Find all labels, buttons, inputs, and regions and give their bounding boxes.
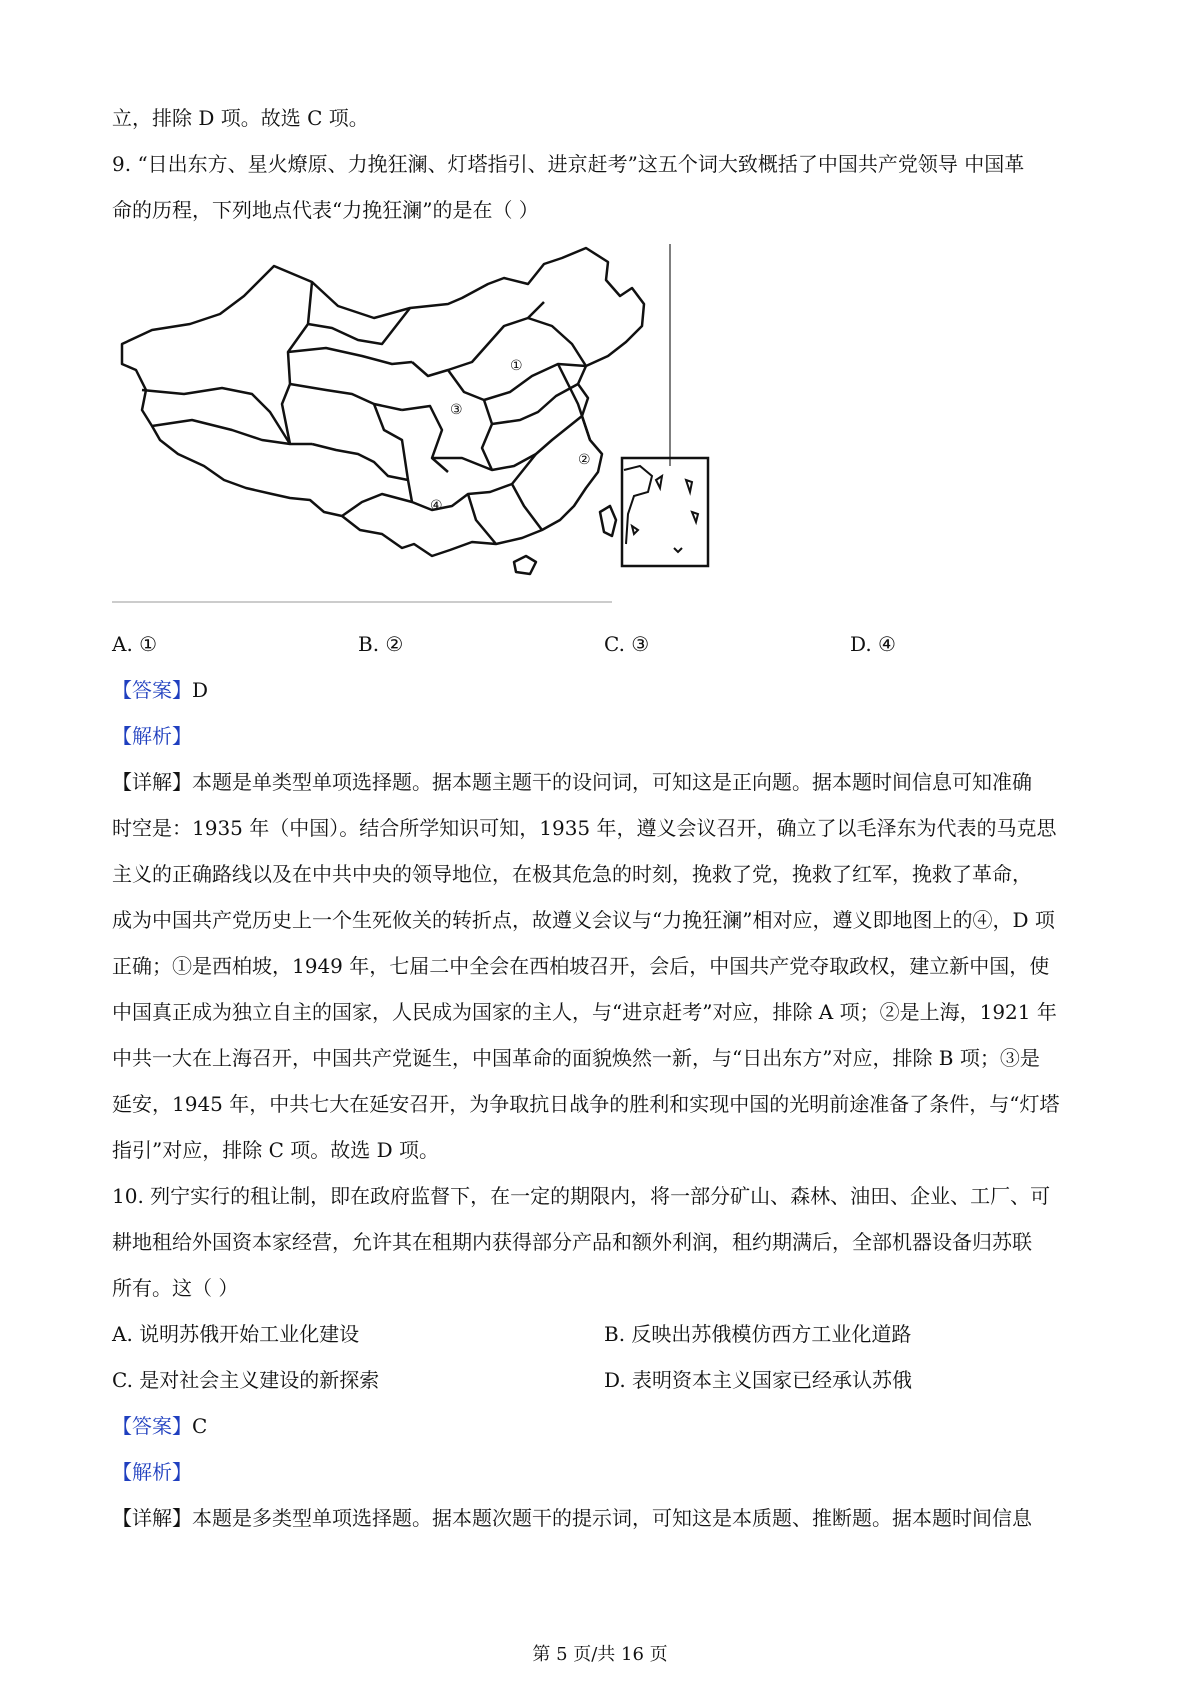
answer-tag: 【答案】: [112, 678, 192, 702]
answer-value: D: [192, 678, 209, 702]
marker-3: ③: [450, 402, 463, 418]
q9-detail-line-9: 指引”对应，排除 C 项。故选 D 项。: [112, 1138, 439, 1162]
q9-analysis-tag: 【解析】: [112, 724, 192, 748]
map-outline: [122, 248, 644, 556]
q9-option-a[interactable]: A. ①: [112, 632, 158, 656]
q9-answer: [112, 676, 1092, 704]
q10-answer: [112, 1412, 1092, 1440]
marker-4: ④: [430, 498, 443, 514]
answer-tag: 【答案】: [112, 1414, 192, 1438]
previous-conclusion: 立，排除 D 项。故选 C 项。: [112, 106, 369, 130]
q10-detail-line-1: [112, 1504, 1092, 1532]
q10-option-c[interactable]: C. 是对社会主义建设的新探索: [112, 1368, 380, 1392]
q10-option-b[interactable]: B. 反映出苏俄模仿西方工业化道路: [604, 1322, 912, 1346]
q10-stem-line-3: 所有。这（ ）: [112, 1276, 239, 1300]
q9-option-d[interactable]: D. ④: [850, 632, 896, 656]
answer-value: C: [192, 1414, 208, 1438]
detail-tag: 【详解】: [112, 770, 192, 794]
q10-analysis-tag: 【解析】: [112, 1460, 192, 1484]
detail-tag: 【详解】: [112, 1506, 192, 1530]
q9-detail-line-2: 时空是：1935 年（中国）。结合所学知识可知，1935 年，遵义会议召开，确立了以毛泽东为代表的马克思: [112, 816, 1057, 840]
q10-stem-line-2: 耕地租给外国资本家经营，允许其在租期内获得部分产品和额外利润，租约期满后，全部机器设备归苏联: [112, 1230, 1032, 1254]
q9-stem-line-1: 9. “日出东方、星火燎原、力挽狂澜、灯塔指引、进京赶考”这五个词大致概括了中国共产党领导 中国革: [112, 152, 1025, 176]
q9-detail-line-7: 中共一大在上海召开，中国共产党诞生，中国革命的面貌焕然一新，与“日出东方”对应，排除 B 项；③是: [112, 1046, 1040, 1070]
q10-stem-line-1: 10. 列宁实行的租让制，即在政府监督下，在一定的期限内，将一部分矿山、森林、油田、企业、工厂、可: [112, 1184, 1051, 1208]
china-map-figure: [112, 244, 718, 604]
q9-detail-line-4: 成为中国共产党历史上一个生死攸关的转折点，故遵义会议与“力挽狂澜”相对应，遵义即地图上的④，D 项: [112, 908, 1055, 932]
q9-detail-line-1: [112, 768, 1092, 796]
detail-text: 本题是单类型单项选择题。据本题主题干的设问词，可知这是正向题。据本题时间信息可知准确: [192, 770, 1032, 794]
q9-detail-line-5: 正确；①是西柏坡，1949 年，七届二中全会在西柏坡召开，会后，中国共产党夺取政权，建立新中国，使: [112, 954, 1050, 978]
q10-option-d[interactable]: D. 表明资本主义国家已经承认苏俄: [604, 1368, 913, 1392]
detail-text: 本题是多类型单项选择题。据本题次题干的提示词，可知这是本质题、推断题。据本题时间信息: [192, 1506, 1032, 1530]
page-footer: 第 5 页/共 16 页: [532, 1644, 668, 1665]
q9-detail-line-3: 主义的正确路线以及在中共中央的领导地位，在极其危急的时刻，挽救了党，挽救了红军，挽救了革命，: [112, 862, 1032, 886]
marker-2: ②: [578, 452, 591, 468]
q9-option-c[interactable]: C. ③: [604, 632, 650, 656]
q10-option-a[interactable]: A. 说明苏俄开始工业化建设: [112, 1322, 360, 1346]
q9-detail-line-8: 延安，1945 年，中共七大在延安召开，为争取抗日战争的胜利和实现中国的光明前途准备了条件，与“灯塔: [112, 1092, 1060, 1116]
marker-1: ①: [510, 358, 523, 374]
q9-detail-line-6: 中国真正成为独立自主的国家，人民成为国家的主人，与“进京赶考”对应，排除 A 项；②是上海，1921 年: [112, 1000, 1057, 1024]
q9-stem-line-2: 命的历程，下列地点代表“力挽狂澜”的是在（ ）: [112, 198, 539, 222]
q9-option-b[interactable]: B. ②: [358, 632, 404, 656]
